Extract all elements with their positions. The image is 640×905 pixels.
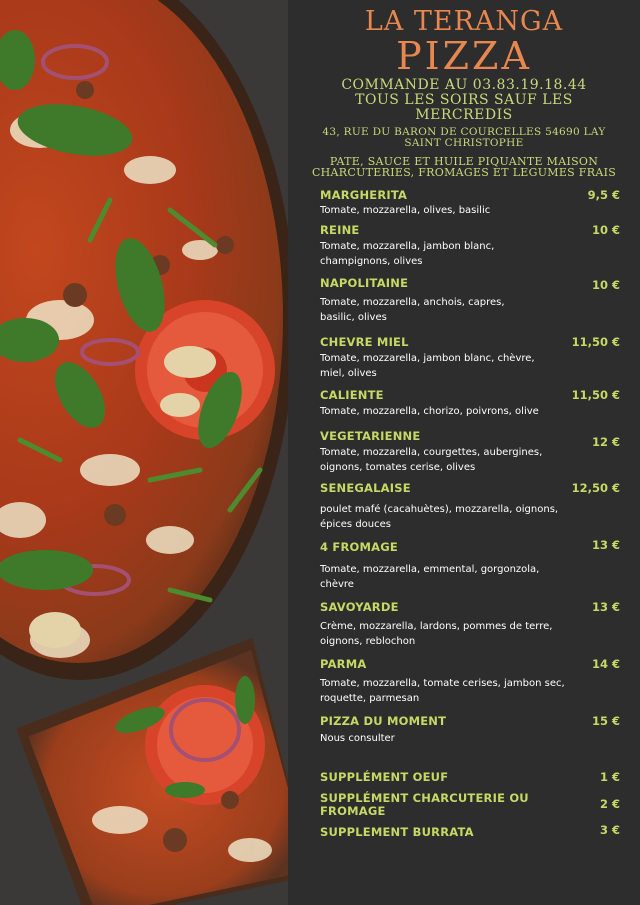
pizza-description: Tomate, mozzarella, tomate cerises, jambon sec, roquette, parmesan [320, 678, 565, 704]
address [288, 127, 640, 149]
menu-title: PIZZA [396, 34, 532, 78]
pizza-illustration [0, 0, 288, 905]
order-hours-2: MERCREDIS [415, 107, 513, 123]
pizza-name: PIZZA DU MOMENT [320, 714, 447, 728]
pizza-name: REINE [320, 223, 360, 237]
pizza-price: 10 € [591, 223, 620, 237]
pizza-name: CHEVRE MIEL [320, 335, 409, 349]
pizza-description: Tomate, mozzarella, chorizo, poivrons, olive [320, 406, 539, 417]
pizza-name: 4 FROMAGE [320, 540, 398, 554]
pizza-price: 13 € [591, 600, 620, 614]
pizza-name: VEGETARIENNE [320, 429, 421, 443]
pizza-description: Tomate, mozzarella, courgettes, aubergines, oignons, tomates cerise, olives [320, 447, 543, 473]
address-city: SAINT CHRISTOPHE [404, 137, 524, 149]
pizza-price: 13 € [591, 538, 620, 552]
pizza-description: Tomate, mozzarella, jambon blanc, champignons, olives [320, 241, 495, 267]
restaurant-name: LA TERANGA [364, 6, 564, 37]
tagline-1: PATE, SAUCE ET HUILE PIQUANTE MAISON [329, 155, 599, 168]
menu-panel [288, 0, 640, 905]
supplement-price: 3 € [599, 823, 620, 837]
address-street: 43, RUE DU BARON DE COURCELLES 54690 LAY [322, 126, 606, 138]
pizza-description: Tomate, mozzarella, olives, basilic [320, 205, 491, 216]
pizza-description: Tomate, mozzarella, jambon blanc, chèvre, miel, olives [320, 353, 535, 379]
pizza-price: 10 € [591, 278, 620, 292]
tagline-2: CHARCUTERIES, FROMAGES ET LEGUMES FRAIS [311, 166, 617, 179]
pizza-price: 12,50 € [571, 481, 620, 495]
pizza-price: 9,5 € [587, 188, 620, 202]
pizza-name: MARGHERITA [320, 188, 408, 202]
pizza-photo [0, 0, 288, 905]
order-info [288, 78, 640, 123]
pizza-price: 11,50 € [571, 388, 620, 402]
order-hours: TOUS LES SOIRS SAUF LES [355, 92, 573, 108]
pizza-name: CALIENTE [320, 388, 384, 402]
pizza-price: 12 € [591, 435, 620, 449]
pizza-description: Crème, mozzarella, lardons, pommes de terre, oignons, reblochon [320, 621, 553, 647]
pizza-description: Tomate, mozzarella, emmental, gorgonzola, chèvre [320, 564, 540, 590]
pizza-description: Tomate, mozzarella, anchois, capres, basilic, olives [320, 297, 505, 323]
order-phone: COMMANDE AU 03.83.19.18.44 [341, 77, 587, 93]
supplement-name: SUPPLÉMENT CHARCUTERIE OU FROMAGE [320, 791, 529, 818]
supplement-name: SUPPLÉMENT OEUF [320, 770, 449, 784]
pizza-price: 15 € [591, 714, 620, 728]
pizza-name: PARMA [320, 657, 367, 671]
pizza-price: 11,50 € [571, 335, 620, 349]
pizza-description: poulet mafé (cacahuètes), mozzarella, oignons, épices douces [320, 504, 559, 530]
supplement-name: SUPPLEMENT BURRATA [320, 825, 474, 839]
tagline [288, 156, 640, 178]
supplement-price: 2 € [599, 797, 620, 811]
pizza-name: SAVOYARDE [320, 600, 399, 614]
pizza-name: SENEGALAISE [320, 481, 411, 495]
pizza-description: Nous consulter [320, 733, 395, 744]
supplement-price: 1 € [599, 770, 620, 784]
pizza-price: 14 € [591, 657, 620, 671]
pizza-name: NAPOLITAINE [320, 276, 409, 290]
